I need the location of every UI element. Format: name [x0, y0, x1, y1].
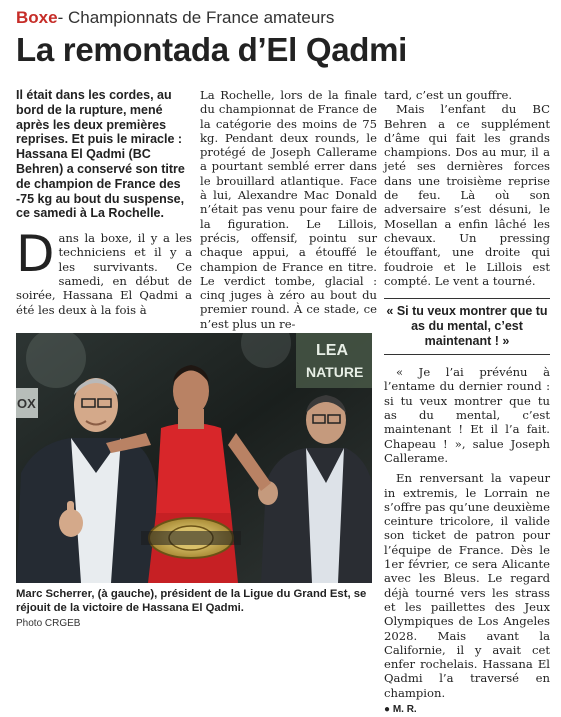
body-paragraph-3d: En renversant la vapeur in extremis, le Lorrain ne s’offre pas qu’une deuxième ceinture tricolore, il valide son ticket de patron pour l’équipe de France. Dès le 1er février, ce sera Alicante avec les Bleus. Le regard déjà tourné vers les strass et les paillettes des Jeux Olympiques de Los Angeles 2028. Mais avant la Californie, il y avait cet enfer rochelais. Hassana El Qadmi l’a traversé en champion.	[384, 471, 550, 700]
body-paragraph-1	[16, 225, 192, 317]
drop-cap: D	[16, 225, 55, 284]
lead-paragraph: Il était dans les cordes, au bord de la rupture, mené après les deux premières reprises. Et puis le miracle : Hassana El Qadmi (BC Behren) a conservé son titre de champion de France des -75 kg au bout du suspense, ce samedi à La Rochelle.	[16, 88, 185, 221]
kicker-text: - Championnats de France amateurs	[57, 8, 335, 27]
author-signature: ● M. R.	[384, 703, 417, 715]
pull-quote: « Si tu veux montrer que tu as du mental, c’est maintenant ! »	[384, 298, 550, 355]
column-2	[200, 88, 377, 331]
photo-caption: Marc Scherrer, (à gauche), président de la Ligue du Grand Est, se réjouit de la victoire de Hassana El Qadmi.	[16, 588, 367, 614]
backdrop-text-2: NATURE	[306, 364, 364, 380]
backdrop-text-1: LEA	[316, 342, 348, 359]
column-1	[16, 88, 192, 317]
column-3	[384, 88, 550, 717]
body-paragraph-2: La Rochelle, lors de la finale du championnat de France de la catégorie des moins de 75 kg. Pendant deux rounds, le protégé de Joseph Callerame a pourtant semblé errer dans le brouillard atlantique. Face à lui, Alexandre Mac Donald n’était pas venu pour faire de la figuration. Le Lillois, précis, offensif, pointu sur chaque appui, a étouffé le champion de France en titre. Le verdict tombe, glacial : cinq juges à zéro au bout du premier round. À ce stade, ce n’est plus un re-	[200, 88, 377, 331]
photo-illustration	[16, 333, 372, 583]
section-rubric: Boxe	[16, 8, 58, 27]
kicker	[16, 8, 334, 28]
body-paragraph-3b: Mais l’enfant du BC Behren a ce supplément d’âme qui fait les grands champions. Dos au mur, il a jeté ses dernières forces dans une troisième reprise de feu. Là où son adversaire s’est désuni, le Mosellan a enfin lâché les chevaux. Un pressing étouffant, une droite qui foudroie et le Lillois est compté. Le vent a tourné.	[384, 102, 550, 288]
body-text-1: ans la boxe, il y a les techniciens et il y a les survivants. Ce samedi, en début de soirée, Hassana El Qadmi a été les deux à la fois à	[16, 231, 192, 317]
photo-credit: Photo CRGEB	[16, 618, 81, 629]
article-photo	[16, 333, 372, 583]
body-paragraph-3a: tard, c’est un gouffre.	[384, 88, 513, 102]
backdrop-corner-text: OX	[17, 396, 36, 411]
body-paragraph-3c: « Je l’ai prévénu à l’entame du dernier round : si tu veux montrer que tu as du mental, c’est maintenant ! Et il l’a fait. Chapeau ! », salue Joseph Callerame.	[384, 365, 550, 465]
headline: La remontada d’El Qadmi	[16, 31, 408, 68]
